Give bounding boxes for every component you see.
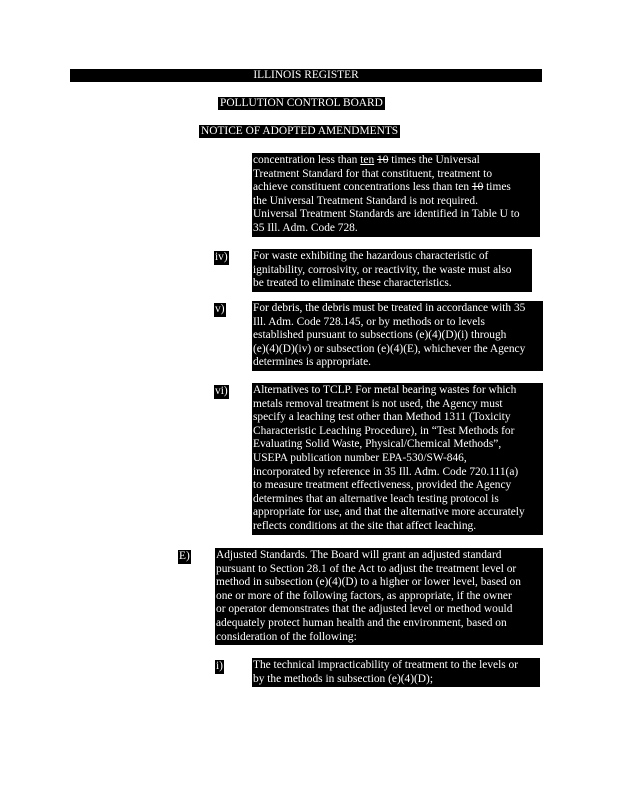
subsection-label-vi: vi) xyxy=(215,385,228,397)
paragraph-line: determines that an alternative leach testing protocol is xyxy=(253,492,499,505)
paragraph-line: adequately protect human health and the environment, based on xyxy=(216,616,507,629)
paragraph-line: reflects conditions at the site that affect leaching. xyxy=(253,519,477,532)
paragraph-line: consideration of the following: xyxy=(216,630,357,643)
paragraph-line: by the methods in subsection (e)(4)(D); xyxy=(253,672,433,685)
paragraph-line: specify a leaching test other than Method 1311 (Toxicity xyxy=(253,411,511,424)
subsection-iii-continued xyxy=(252,153,540,237)
paragraph-line: metals removal treatment is not used, the Agency must xyxy=(253,397,503,410)
paragraph-line: incorporated by reference in 35 Ill. Adm. Code 720.111(a) xyxy=(253,465,519,478)
paragraph-line: Treatment Standard for that constituent, treatment to xyxy=(253,167,493,180)
struck-text: 10 xyxy=(471,181,484,194)
paragraph-line: Evaluating Solid Waste, Physical/Chemical Methods”, xyxy=(253,438,502,451)
struck-text: 10 xyxy=(377,154,389,166)
paragraph-line: USEPA publication number EPA-530/SW-846, xyxy=(253,451,467,464)
notice-title: NOTICE OF ADOPTED AMENDMENTS xyxy=(201,125,399,137)
paragraph-line: Alternatives to TCLP. For metal bearing wastes for which xyxy=(253,384,517,396)
paragraph-line: established pursuant to subsections (e)(4)(D)(i) through xyxy=(253,329,507,342)
subsection-label-v: v) xyxy=(215,303,225,315)
paragraph-line: or operator demonstrates that the adjusted level or method would xyxy=(216,603,513,616)
subsection-E-text xyxy=(215,548,543,645)
paragraph-line: achieve constituent concentrations less than ten 10 times xyxy=(253,181,511,194)
paragraph-line: pursuant to Section 28.1 of the Act to adjust the treatment level or xyxy=(216,562,517,575)
paragraph-line: determines is appropriate. xyxy=(253,356,371,369)
paragraph-line: the Universal Treatment Standard is not required. xyxy=(253,194,478,207)
paragraph-line: (e)(4)(D)(iv) or subsection (e)(4)(E), whichever the Agency xyxy=(253,342,526,355)
paragraph-line: ignitability, corrosivity, or reactivity, the waste must also xyxy=(253,263,512,276)
paragraph-line: The technical impracticability of treatment to the levels or xyxy=(253,659,519,671)
paragraph-line: For waste exhibiting the hazardous characteristic of xyxy=(253,250,489,262)
subsection-label-E: E) xyxy=(179,550,190,562)
paragraph-line: For debris, the debris must be treated in accordance with 35 xyxy=(253,302,526,314)
paragraph-line: Ill. Adm. Code 728.145, or by methods or to levels xyxy=(253,315,485,328)
register-title: ILLINOIS REGISTER xyxy=(253,69,359,81)
paragraph-line: Adjusted Standards. The Board will grant an adjusted standard xyxy=(216,549,502,561)
agency-title: POLLUTION CONTROL BOARD xyxy=(220,97,383,109)
paragraph-line: 35 Ill. Adm. Code 728. xyxy=(253,221,358,234)
subsection-label-i: i) xyxy=(216,660,223,672)
subsection-iv-text xyxy=(252,249,532,292)
subsection-label-iv: iv) xyxy=(215,251,228,263)
subsection-v-text xyxy=(252,301,543,371)
inserted-text: ten xyxy=(360,154,375,166)
subsection-vi-text xyxy=(252,383,543,535)
register-title-bar xyxy=(70,69,542,82)
subsection-i-text xyxy=(252,658,540,687)
paragraph-line: to measure treatment effectiveness, provided the Agency xyxy=(253,479,512,492)
paragraph-line: Universal Treatment Standards are identified in Table U to xyxy=(253,208,520,221)
paragraph-line: one or more of the following factors, as appropriate, if the owner xyxy=(216,589,512,602)
paragraph-line: method in subsection (e)(4)(D) to a higher or lower level, based on xyxy=(216,576,521,589)
paragraph-line: Characteristic Leaching Procedure), in “Test Methods for xyxy=(253,424,515,437)
paragraph-line: be treated to eliminate these characteristics. xyxy=(253,277,452,290)
paragraph-line: appropriate for use, and that the alternative more accurately xyxy=(253,506,525,519)
paragraph-line: concentration less than ten 10 times the Universal xyxy=(253,154,480,166)
